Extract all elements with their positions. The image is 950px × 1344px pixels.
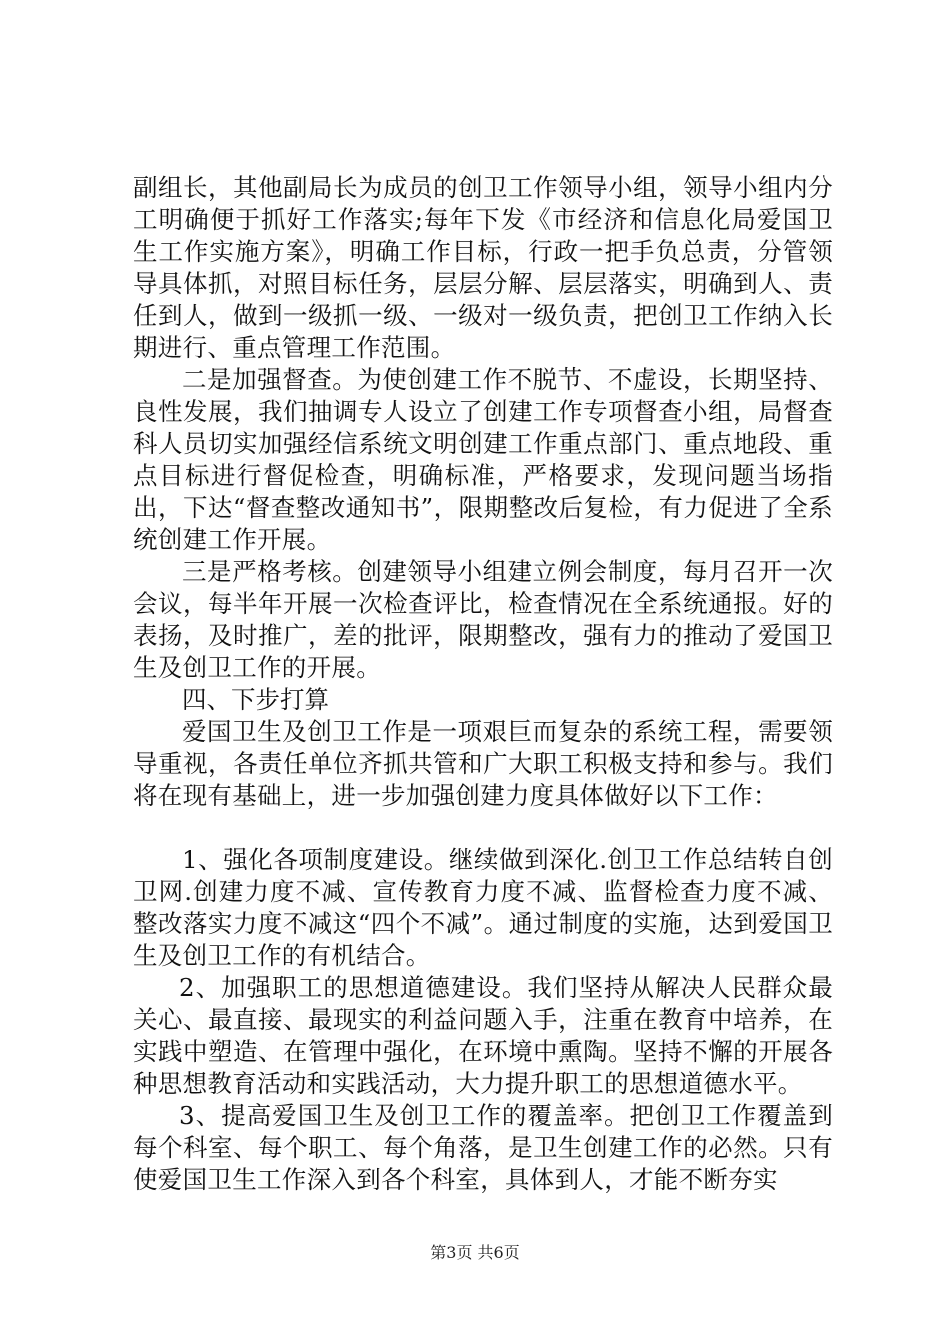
paragraph-leading-group: 副组长，其他副局长为成员的创卫工作领导小组，领导小组内分工明确便于抓好工作落实;每年下发《市经济和信息化局爱国卫生工作实施方案》，明确工作目标，行政一把手负总责，分管领导具体抓，对照目标任务，层层分解、层层落实，明确到人、责任到人，做到一级抓一级、一级对一级负责，把创卫工作纳入长期进行、重点管理工作范围。 <box>133 173 833 362</box>
section-heading-next-steps: 四、下步打算 <box>182 685 329 714</box>
document-body <box>133 172 833 1196</box>
paragraph-next-steps-intro: 爱国卫生及创卫工作是一项艰巨而复杂的系统工程，需要领导重视，各责任单位齐抓共管和广大职工积极支持和参与。我们将在现有基础上，进一步加强创建力度具体做好以下工作： <box>133 717 833 810</box>
paragraph-item-3: 3、提高爱国卫生及创卫工作的覆盖率。把创卫工作覆盖到每个科室、每个职工、每个角落，是卫生创建工作的必然。只有使爱国卫生工作深入到各个科室，具体到人，才能不断夯实 <box>133 1101 833 1194</box>
blank-line <box>133 812 833 844</box>
paragraph-supervision: 二是加强督查。为使创建工作不脱节、不虚设，长期坚持、良性发展，我们抽调专人设立了创建工作专项督查小组，局督查科人员切实加强经信系统文明创建工作重点部门、重点地段、重点目标进行督促检查，明确标准，严格要求，发现问题当场指出，下达“督查整改通知书”，限期整改后复检，有力促进了全系统创建工作开展。 <box>133 365 833 554</box>
paragraph-item-1: 1、强化各项制度建设。继续做到深化.创卫工作总结转自创卫网.创建力度不减、宣传教育力度不减、监督检查力度不减、整改落实力度不减这“四个不减”。通过制度的实施，达到爱国卫生及创卫工作的有机结合。 <box>133 845 833 970</box>
page-number-footer: 第3页 共6页 <box>430 1243 520 1262</box>
paragraph-assessment: 三是严格考核。创建领导小组建立例会制度，每月召开一次会议，每半年开展一次检查评比，检查情况在全系统通报。好的表扬，及时推广，差的批评，限期整改，强有力的推动了爱国卫生及创卫工作的开展。 <box>133 557 833 682</box>
paragraph-item-2: 2、加强职工的思想道德建设。我们坚持从解决人民群众最关心、最直接、最现实的利益问题入手，注重在教育中培养，在实践中塑造、在管理中强化，在环境中熏陶。坚持不懈的开展各种思想教育活动和实践活动，大力提升职工的思想道德水平。 <box>133 973 833 1098</box>
